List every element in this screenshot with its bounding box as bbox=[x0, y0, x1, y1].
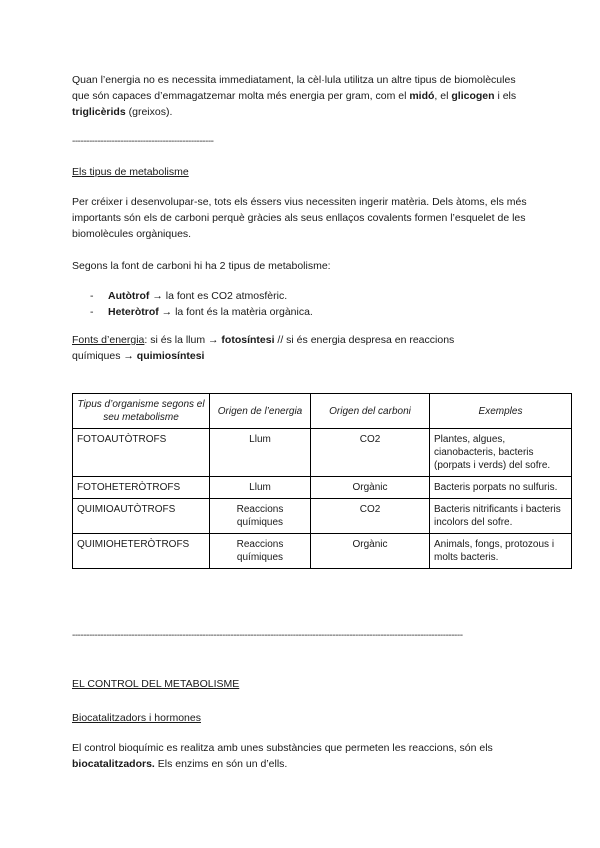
metabolism-list bbox=[72, 288, 532, 320]
table-header-row bbox=[73, 394, 572, 429]
section-title-control: EL CONTROL DEL METABOLISME bbox=[72, 678, 240, 690]
table-cell: FOTOAUTÒTROFS bbox=[73, 429, 210, 477]
table-cell: FOTOHETERÒTROFS bbox=[73, 477, 210, 499]
table-cell: Orgànic bbox=[311, 477, 430, 499]
table-cell: QUIMIOHETERÒTROFS bbox=[73, 534, 210, 569]
intro-paragraph: Quan l’energia no es necessita immediatament, la cèl·lula utilitza un altre tipus de biomolècules que són capaces d’emmagatzemar molta més energia per gram, com el midó, el glicogen i els triglicèrids (greixos). bbox=[72, 74, 517, 118]
section-title-metabolism: Els tipus de metabolisme bbox=[72, 166, 189, 178]
table-cell: QUIMIOAUTÒTROFS bbox=[73, 499, 210, 534]
table-row bbox=[73, 499, 572, 534]
table-cell: Animals, fongs, protozous i molts bacteris. bbox=[430, 534, 572, 569]
organism-types-table bbox=[72, 393, 572, 569]
sources-paragraph: Segons la font de carboni hi ha 2 tipus de metabolisme: bbox=[72, 260, 331, 272]
table-cell: Llum bbox=[210, 429, 311, 477]
header-cell: Tipus d’organisme segons el seu metabolisme bbox=[73, 394, 210, 429]
header-cell: Origen de l’energia bbox=[210, 394, 311, 429]
table-cell: CO2 bbox=[311, 499, 430, 534]
carbon-paragraph: Per créixer i desenvolupar-se, tots els éssers vius necessiten ingerir matèria. Dels àtoms, els més importants són els de carboni perquè gràcies als seus enllaços covalents formen l’esquelet de les biomolècules orgàniques. bbox=[72, 196, 527, 240]
table-cell: Bacteris nitrificants i bacteris incolors del sofre. bbox=[430, 499, 572, 534]
table-row bbox=[73, 534, 572, 569]
separator-short: -------------------------------------------------- bbox=[72, 136, 214, 147]
control-paragraph: El control bioquímic es realitza amb unes substàncies que permeten les reaccions, són els biocatalitzadors. Els enzims en són un d’ells. bbox=[72, 742, 493, 770]
table-row bbox=[73, 477, 572, 499]
table-cell: Reaccions químiques bbox=[210, 499, 311, 534]
table-cell: Reaccions químiques bbox=[210, 534, 311, 569]
energy-sources-paragraph: Fonts d’energia: si és la llum → fotosíntesi // si és energia despresa en reaccions químiques → quimiosíntesi bbox=[72, 334, 455, 362]
header-cell: Origen del carboni bbox=[311, 394, 430, 429]
subsection-title-biocatalysts: Biocatalitzadors i hormones bbox=[72, 712, 201, 724]
list-item: - Autòtrof → la font es CO2 atmosfèric. bbox=[90, 290, 288, 302]
table-cell: CO2 bbox=[311, 429, 430, 477]
header-cell: Exemples bbox=[430, 394, 572, 429]
table-row bbox=[73, 429, 572, 477]
table-cell: Plantes, algues, cianobacteris, bacteris (porpats i verds) del sofre. bbox=[430, 429, 572, 477]
list-item: - Heteròtrof → la font és la matèria orgànica. bbox=[90, 306, 313, 318]
table-cell: Orgànic bbox=[311, 534, 430, 569]
separator-long: ------------------------------------------------------------------------------------------------------------------------------------------ bbox=[72, 630, 463, 641]
table-cell: Bacteris porpats no sulfuris. bbox=[430, 477, 572, 499]
table-cell: Llum bbox=[210, 477, 311, 499]
